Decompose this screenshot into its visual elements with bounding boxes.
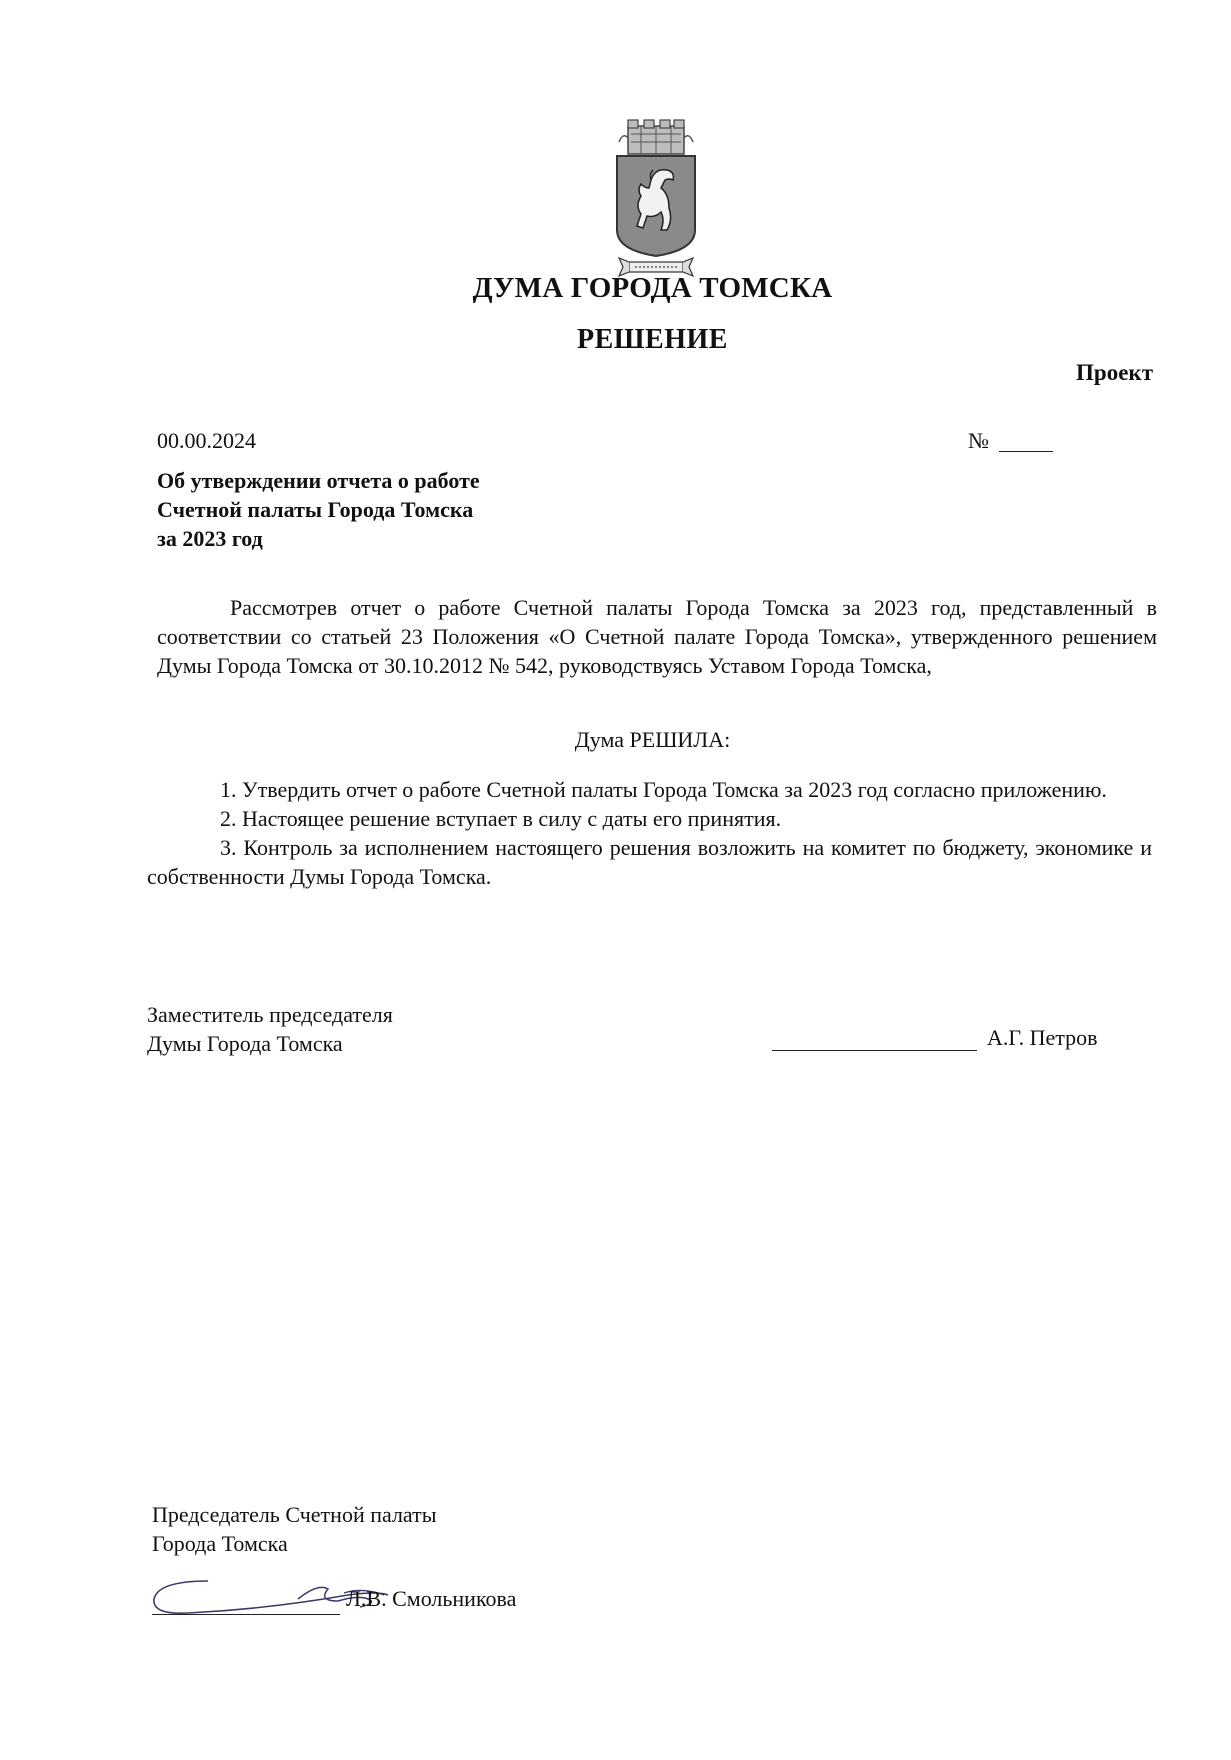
document-type: РЕШЕНИЕ bbox=[577, 324, 728, 355]
audit-chair-name: Л.В. Смольникова bbox=[346, 1586, 517, 1611]
decision-heading: Дума РЕШИЛА: bbox=[574, 727, 731, 752]
number-blank-line bbox=[999, 451, 1053, 452]
document-number bbox=[968, 428, 1053, 454]
position-line: Заместитель председателя bbox=[147, 1002, 393, 1027]
decision-item: 1. Утвердить отчет о работе Счетной палаты Города Томска за 2023 год согласно приложению. bbox=[220, 777, 1107, 802]
document-subject bbox=[157, 466, 617, 553]
subject-line: Об утверждении отчета о работе bbox=[157, 468, 480, 493]
number-label: № bbox=[968, 428, 989, 453]
decision-items bbox=[147, 775, 1152, 891]
deputy-chair-name: А.Г. Петров bbox=[987, 1025, 1098, 1050]
position-line: Председатель Счетной палаты bbox=[152, 1502, 437, 1527]
audit-chair-position bbox=[152, 1500, 437, 1558]
position-line: Думы Города Томска bbox=[147, 1031, 343, 1056]
position-line: Города Томска bbox=[152, 1531, 288, 1556]
draft-stamp: Проект bbox=[1076, 360, 1153, 385]
subject-line: за 2023 год bbox=[157, 526, 263, 551]
subject-line: Счетной палаты Города Томска bbox=[157, 497, 474, 522]
deputy-chair-position bbox=[147, 1000, 393, 1058]
decision-item: 2. Настоящее решение вступает в силу с даты его принятия. bbox=[220, 806, 782, 831]
document-date: 00.00.2024 bbox=[157, 428, 256, 453]
tomsk-coat-of-arms-icon bbox=[611, 118, 701, 278]
decision-item: 3. Контроль за исполнением настоящего решения возложить на комитет по бюджету, экономике и собственности Думы Города Томска. bbox=[147, 835, 1152, 889]
signature-line bbox=[772, 1050, 977, 1051]
organization-title: ДУМА ГОРОДА ТОМСКА bbox=[472, 272, 833, 304]
preamble-paragraph: Рассмотрев отчет о работе Счетной палаты Города Томска за 2023 год, представленный в соответствии со статьей 23 Положения «О Счетной палате Города Томска», утвержденного решением Думы Города Томска от 30.10.2012 № 542, руководствуясь Уставом Города Томска, bbox=[157, 595, 1157, 678]
signature-line bbox=[152, 1614, 340, 1615]
